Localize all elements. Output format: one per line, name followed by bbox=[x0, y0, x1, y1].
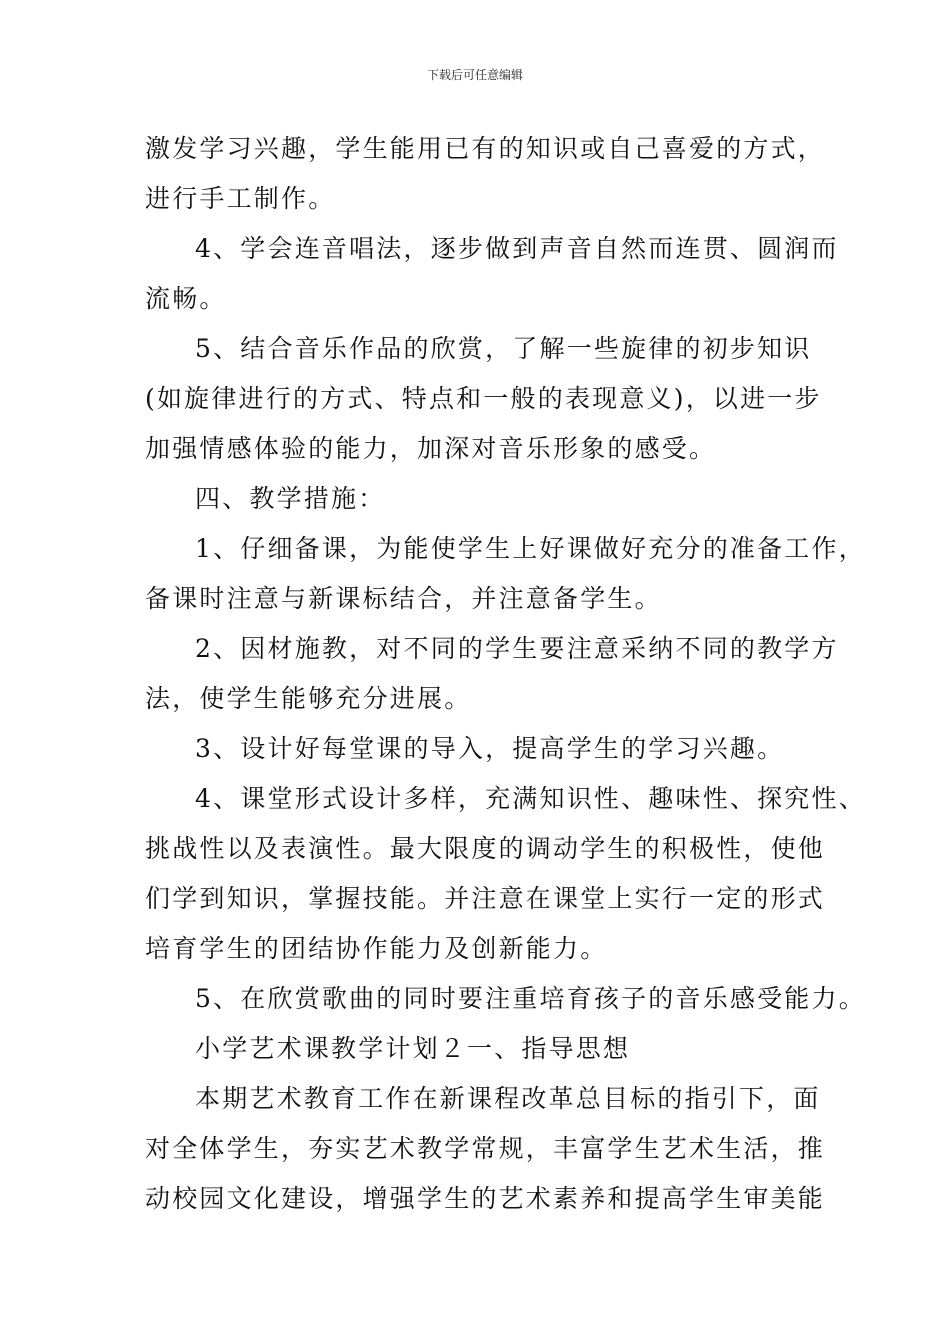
text-line: 2、因材施教，对不同的学生要注意采纳不同的教学方 bbox=[195, 634, 839, 663]
text-line: 4、学会连音唱法，逐步做到声音自然而连贯、圆润而 bbox=[195, 234, 839, 263]
text-line: 对全体学生，夯实艺术教学常规，丰富学生艺术生活，推 bbox=[145, 1134, 826, 1163]
text-line: 1、仔细备课，为能使学生上好课做好充分的准备工作， bbox=[195, 534, 866, 563]
text-line: 进行手工制作。 bbox=[145, 184, 336, 213]
text-line: 备课时注意与新课标结合，并注意备学生。 bbox=[145, 584, 662, 613]
text-line: 本期艺术教育工作在新课程改革总目标的指引下，面 bbox=[195, 1084, 821, 1113]
text-line: 们学到知识，掌握技能。并注意在课堂上实行一定的形式 bbox=[145, 884, 826, 913]
text-line: 流畅。 bbox=[145, 284, 227, 313]
text-line: 培育学生的团结协作能力及创新能力。 bbox=[145, 934, 608, 963]
text-line: 挑战性以及表演性。最大限度的调动学生的积极性，使他 bbox=[145, 834, 826, 863]
text-line: 4、课堂形式设计多样，充满知识性、趣味性、探究性、 bbox=[195, 784, 866, 813]
section-heading: 小学艺术课教学计划２一、指导思想 bbox=[195, 1034, 631, 1063]
text-line: 3、设计好每堂课的导入，提高学生的学习兴趣。 bbox=[195, 734, 785, 763]
text-line: 加强情感体验的能力，加深对音乐形象的感受。 bbox=[145, 434, 717, 463]
text-line: 动校园文化建设，增强学生的艺术素养和提高学生审美能 bbox=[145, 1184, 826, 1213]
page-header: 下载后可任意编辑 bbox=[426, 68, 523, 82]
section-heading: 四、教学措施： bbox=[195, 484, 386, 513]
text-line: (如旋律进行的方式、特点和一般的表现意义)，以进一步 bbox=[145, 384, 822, 413]
text-line: 激发学习兴趣，学生能用已有的知识或自己喜爱的方式， bbox=[145, 134, 826, 163]
text-line: 法，使学生能够充分进展。 bbox=[145, 684, 472, 713]
text-line: 5、结合音乐作品的欣赏，了解一些旋律的初步知识 bbox=[195, 334, 812, 363]
text-line: 5、在欣赏歌曲的同时要注重培育孩子的音乐感受能力。 bbox=[195, 984, 866, 1013]
